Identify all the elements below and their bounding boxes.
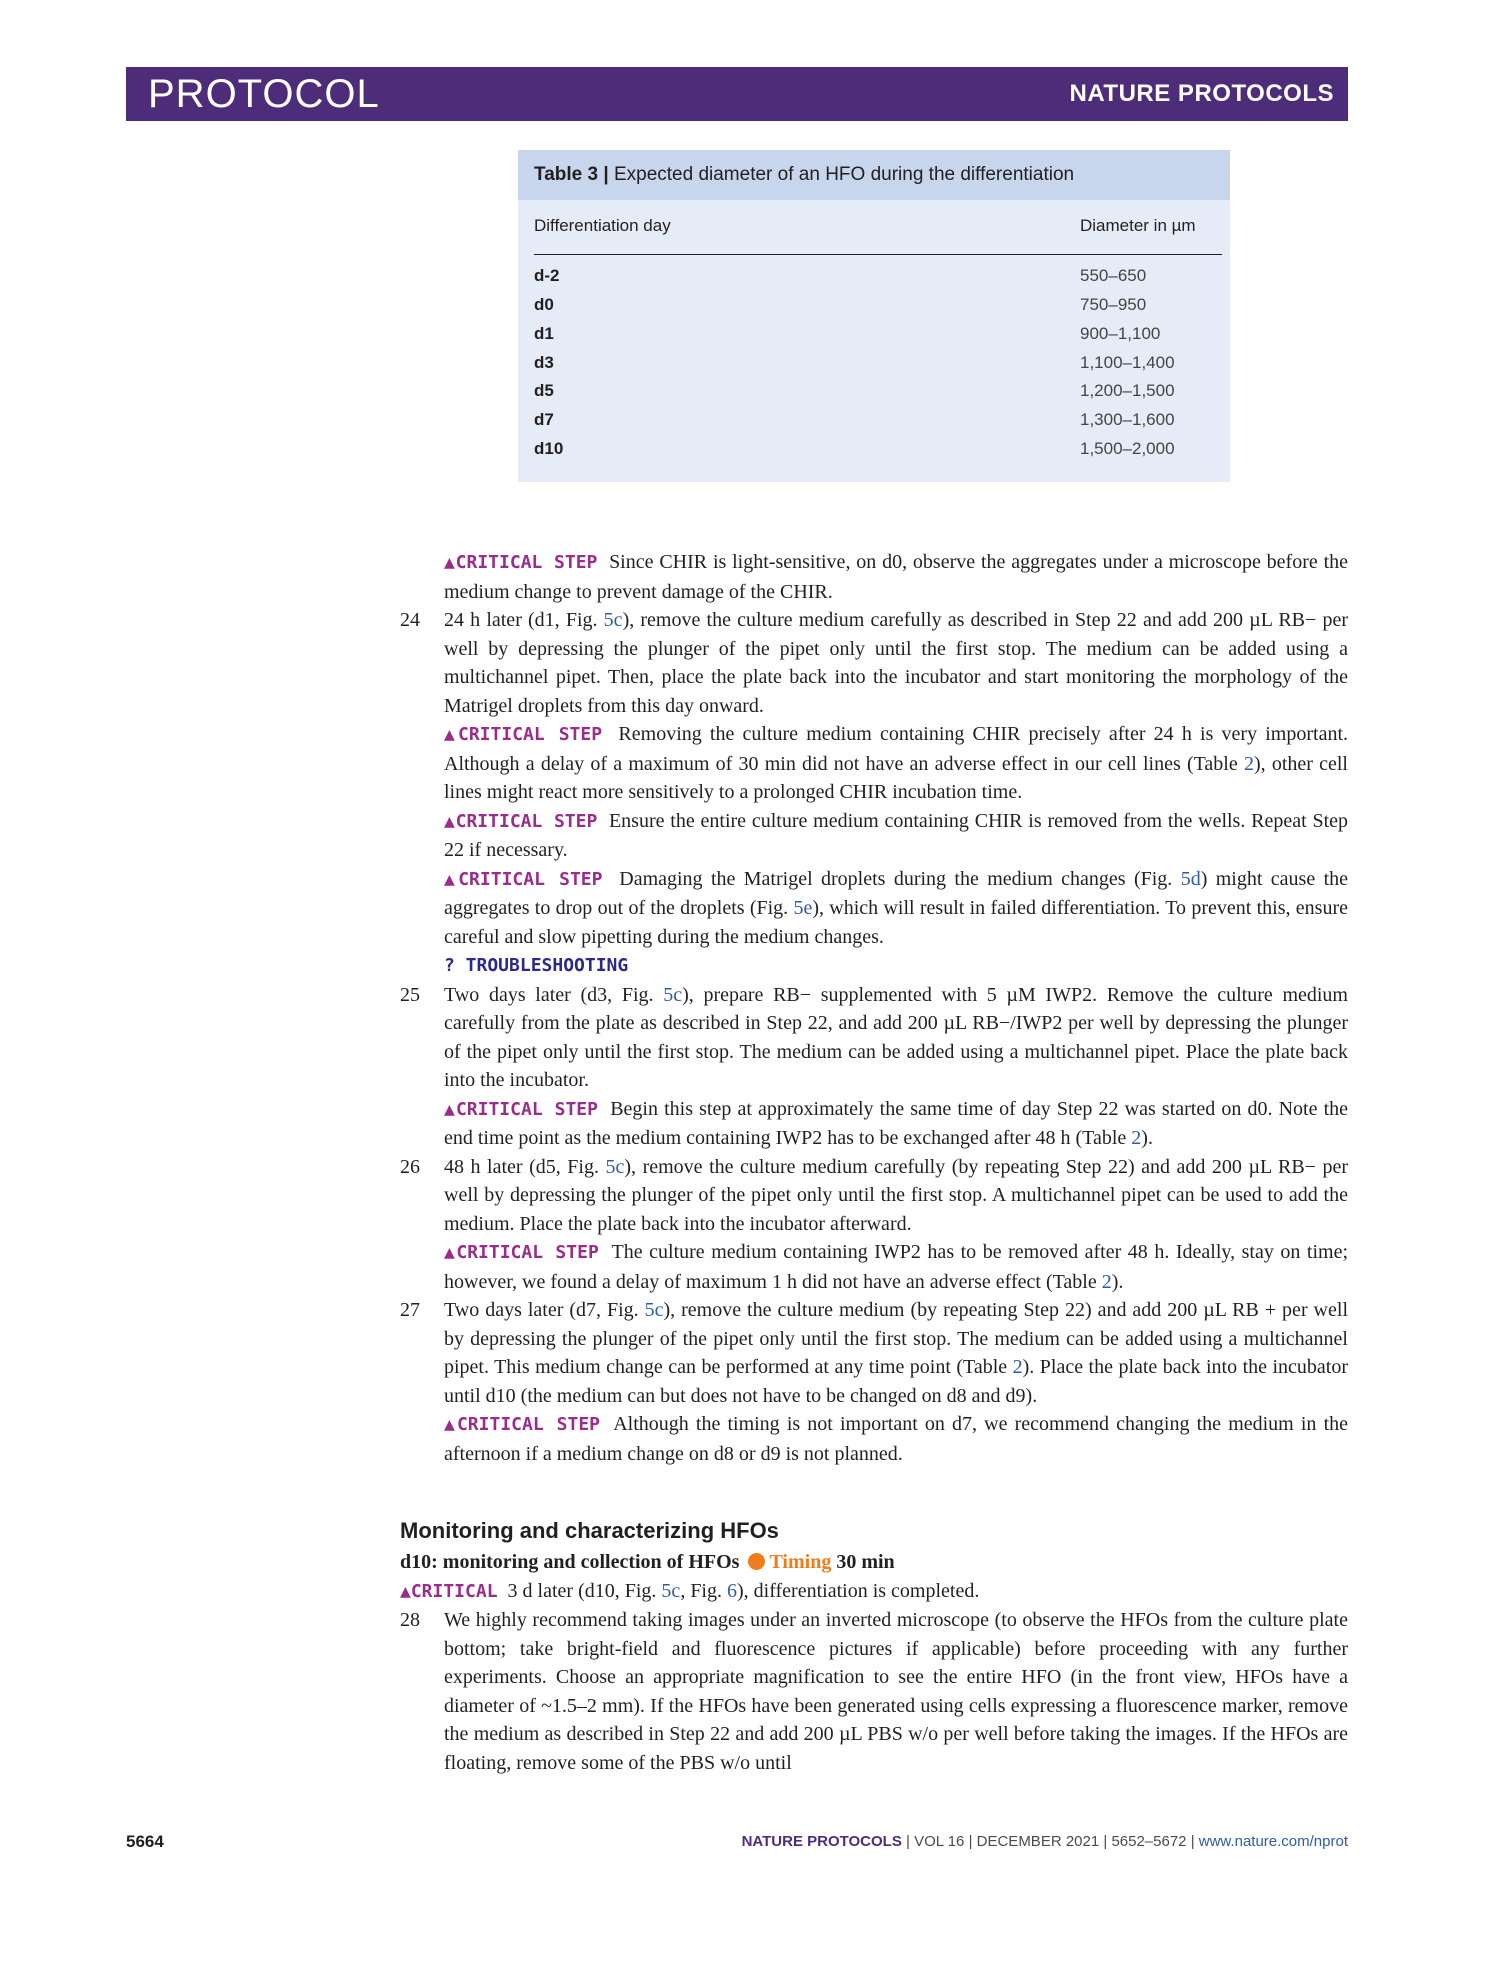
footer-volume: VOL 16: [914, 1833, 965, 1850]
note-text: ), differentiation is completed.: [737, 1579, 980, 1602]
footer-separator: |: [1186, 1833, 1199, 1850]
troubleshooting-label[interactable]: ? TROUBLESHOOTING: [444, 955, 629, 976]
table-label: Table 3: [534, 164, 599, 185]
figure-link[interactable]: 5c: [644, 1299, 664, 1321]
note-text: Removing the culture medium containing CHIR precisely after 24 h is very important. Although a delay of a maximum of 30 min did not have an adverse effect in our cell lines (Table: [444, 723, 1348, 775]
figure-link[interactable]: 5c: [605, 1155, 625, 1178]
critical-step-label: ▲CRITICAL STEP: [444, 552, 598, 573]
note-text: ).: [1111, 1270, 1124, 1293]
page-header-bar: [126, 67, 1348, 121]
timing-value: 30 min: [836, 1551, 895, 1573]
row-day: d5: [534, 381, 554, 400]
footer-separator: |: [901, 1833, 915, 1850]
step-text: ). Place the plate back into the incubator until d10 (the medium can but does not have to be changed on d8 and d9).: [444, 1356, 1348, 1407]
step-27: [400, 1296, 1348, 1410]
row-diameter: 750–950: [1080, 295, 1147, 314]
header-journal-name: NATURE PROTOCOLS: [1069, 80, 1334, 107]
footer-journal: NATURE PROTOCOLS: [741, 1833, 902, 1850]
step-28: [400, 1606, 1348, 1777]
critical-step-label: ▲CRITICAL STEP: [444, 724, 603, 745]
footer-url-link[interactable]: www.nature.com/nprot: [1198, 1833, 1348, 1850]
step-text: ), prepare RB− supplemented with 5 µM IWP2. Remove the culture medium carefully from the plate as described in Step 22, and add 200 µL RB−/IWP2 per well by depressing the plunger of the pipet only until the first stop. The medium can be added using a multichannel pipet. Place the plate back into the incubator.: [444, 983, 1348, 1091]
note-text: , Fig.: [680, 1579, 727, 1602]
row-diameter: 1,200–1,500: [1080, 381, 1175, 400]
note-text: The culture medium containing IWP2 has to be removed after 48 h. Ideally, stay on time; however, we found a delay of maximum 1 h did not have an adverse effect (Table: [444, 1241, 1349, 1293]
critical-note: [400, 865, 1348, 952]
table-link[interactable]: 2: [1101, 1270, 1112, 1293]
row-day: d7: [534, 410, 554, 429]
row-day: d3: [534, 353, 554, 372]
row-diameter: 1,100–1,400: [1080, 353, 1175, 372]
step-text: 48 h later (d5, Fig.: [444, 1155, 606, 1178]
note-text: Although the timing is not important on d7, we recommend changing the medium in the afternoon if a medium change on d8 or d9 is not planned.: [444, 1413, 1349, 1465]
table-link[interactable]: 2: [1243, 752, 1254, 775]
step-text: We highly recommend taking images under an inverted microscope (to observe the HFOs from the culture plate bottom; take bright-field and fluorescence pictures if applicable) before proceeding with any further experiments. Choose an appropriate magnification to see the entire HFO (in the front view, HFOs have a diameter of ~1.5–2 mm). If the HFOs have been generated using cells expressing a fluorescence marker, remove the medium as described in Step 22 and add 200 µL PBS w/o per well before taking the images. If the HFOs are floating, remove some of the PBS w/o until: [444, 1609, 1348, 1774]
troubleshooting-note: [400, 951, 1348, 981]
table-row: [534, 324, 1222, 352]
row-day: d-2: [534, 266, 560, 285]
row-day: d1: [534, 324, 554, 343]
section-heading: Monitoring and characterizing HFOs: [400, 1518, 779, 1543]
timing-label: Timing: [769, 1551, 832, 1573]
step-number: 24: [400, 609, 420, 631]
note-text: Begin this step at approximately the same time of day Step 22 was started on d0. Note the end time point as the medium containing IWP2 has to be exchanged after 48 h (Table: [444, 1097, 1349, 1149]
header-section-label: PROTOCOL: [148, 72, 380, 116]
column-header-diameter: Diameter in µm: [1080, 216, 1196, 235]
step-text: ), remove the culture medium carefully as described in Step 22 and add 200 µL RB− per well by depressing the plunger of the pipet only until the first stop. The medium can be added using a multichannel pipet. Then, place the plate back into the incubator and start monitoring the morphology of the Matrigel droplets from this day onward.: [444, 609, 1348, 717]
table-title: [534, 164, 1074, 186]
paragraph-text: Since CHIR is light-sensitive, on d0, observe the aggregates under a microscope before the medium change to prevent damage of the CHIR.: [444, 551, 1349, 603]
row-diameter: 1,300–1,600: [1080, 410, 1175, 429]
row-diameter: 900–1,100: [1080, 324, 1161, 343]
critical-step-label: ▲CRITICAL STEP: [444, 1242, 599, 1263]
step-text: ), remove the culture medium carefully (by repeating Step 22) and add 200 µL RB− per well by depressing the plunger of the pipet only until the first stop. A multichannel pipet can be used to add the medium. Place the plate back into the incubator afterward.: [444, 1155, 1348, 1235]
step-number: 28: [400, 1609, 420, 1631]
step-number: 25: [400, 983, 420, 1006]
table-separator: |: [603, 164, 609, 185]
page-number: 5664: [126, 1832, 164, 1851]
footer-separator: |: [1099, 1833, 1112, 1850]
timing-dot-icon: [748, 1553, 765, 1570]
footer-separator: |: [964, 1833, 977, 1850]
footer-date: DECEMBER 2021: [976, 1833, 1100, 1850]
figure-link[interactable]: 5c: [661, 1579, 681, 1602]
note-text: ) might cause the aggregates to drop out of the droplets (Fig.: [444, 867, 1349, 919]
critical-label: ▲CRITICAL: [400, 1580, 498, 1602]
subheading: d10: monitoring and collection of HFOs: [400, 1551, 740, 1573]
table-link[interactable]: 2: [1131, 1127, 1142, 1149]
critical-note-d0: [400, 548, 1348, 606]
step-text: 24 h later (d1, Fig.: [444, 609, 604, 631]
critical-step-label: ▲CRITICAL STEP: [444, 1414, 600, 1435]
row-day: d10: [534, 439, 564, 458]
critical-note: [400, 720, 1348, 807]
critical-step-label: ▲CRITICAL STEP: [444, 868, 603, 890]
table-row: [534, 295, 1222, 323]
note-text: Damaging the Matrigel droplets during the medium changes (Fig.: [619, 867, 1181, 890]
table-title-bar: [518, 150, 1230, 200]
row-diameter: 1,500–2,000: [1080, 439, 1175, 458]
table-row: [534, 266, 1222, 294]
step-text: Two days later (d7, Fig.: [444, 1299, 645, 1321]
figure-link[interactable]: 6: [727, 1579, 737, 1602]
critical-note: [400, 1238, 1348, 1296]
critical-step-label: ▲CRITICAL STEP: [444, 810, 598, 832]
critical-step-label: ▲CRITICAL STEP: [444, 1098, 598, 1120]
figure-link[interactable]: 5c: [663, 983, 683, 1006]
row-day: d0: [534, 295, 554, 314]
table-row: [534, 439, 1222, 467]
table-row: [534, 381, 1222, 409]
note-text: ), other cell lines might react more sensitively to a prolonged CHIR incubation time.: [444, 752, 1348, 803]
figure-link[interactable]: 5c: [603, 609, 623, 631]
critical-note: [400, 807, 1348, 865]
critical-note: [400, 1095, 1348, 1153]
step-24: [400, 606, 1348, 720]
subheading-line: [400, 1548, 1348, 1577]
figure-link[interactable]: 5e: [793, 897, 813, 919]
note-text: ).: [1141, 1127, 1153, 1149]
step-number: 27: [400, 1299, 420, 1321]
note-text: Ensure the entire culture medium containing CHIR is removed from the wells. Repeat Step 22 if necessary.: [444, 809, 1349, 861]
row-diameter: 550–650: [1080, 266, 1147, 285]
critical-note-d10: [400, 1577, 1348, 1607]
table-caption: Expected diameter of an HFO during the differentiation: [613, 164, 1075, 185]
step-26: [400, 1153, 1348, 1239]
main-content: [400, 548, 1348, 1777]
footer-pages: 5652–5672: [1111, 1833, 1187, 1850]
table-row: [534, 353, 1222, 381]
table-row: [534, 410, 1222, 438]
step-text: Two days later (d3, Fig.: [444, 983, 664, 1006]
note-text: ), which will result in failed differentiation. To prevent this, ensure careful and slow pipetting during the medium changes.: [444, 897, 1348, 948]
table-rule: [534, 254, 1222, 255]
section-gap: [400, 1468, 1348, 1516]
footer-citation: [742, 1833, 1348, 1850]
column-header-day: Differentiation day: [534, 216, 671, 235]
critical-note: [400, 1410, 1348, 1468]
step-text: ), remove the culture medium (by repeating Step 22) and add 200 µL RB + per well by depressing the plunger of the pipet only until the first stop. The medium can be added using a multichannel pipet. This medium change can be performed at any time point (Table: [444, 1299, 1348, 1378]
table-link[interactable]: 2: [1012, 1356, 1023, 1378]
table-3: [518, 150, 1230, 482]
note-text: 3 d later (d10, Fig.: [507, 1579, 662, 1602]
figure-link[interactable]: 5d: [1180, 867, 1201, 890]
step-number: 26: [400, 1155, 420, 1178]
step-25: [400, 981, 1348, 1095]
